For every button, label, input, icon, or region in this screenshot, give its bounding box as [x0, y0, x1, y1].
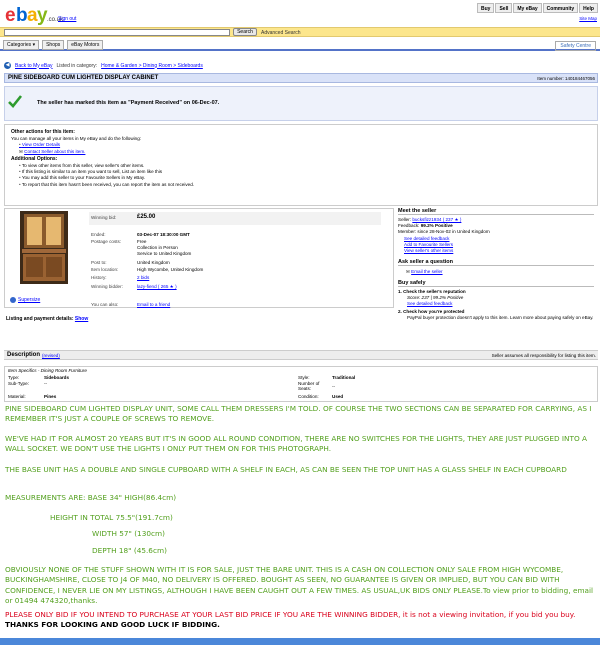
description-label: Description	[7, 352, 41, 358]
item-title: PINE SIDEBOARD CUM LIGHTED DISPLAY CABINET	[8, 75, 159, 81]
warning-text: PLEASE ONLY BID IF YOU INTEND TO PURCHASE AT YOUR LAST BID PRICE IF YOU ARE THE WINNING BIDDER, it is not a viewing invitation, if you bid you buy.	[5, 610, 576, 619]
ended-label: Ended:	[91, 232, 106, 237]
additional-options-heading: Additional Options:	[11, 155, 58, 162]
responsibility-note: Seller assumes all responsibility for listing this item.	[491, 353, 596, 358]
payment-received-message: The seller has marked this item as "Payment Received" on 06-Dec-07.	[37, 100, 220, 106]
view-order-details-link[interactable]: • View Order Details	[11, 142, 591, 148]
svg-text:e: e	[5, 5, 16, 26]
spec-value: --	[332, 384, 336, 389]
description-paragraph: PINE SIDEBOARD CUM LIGHTED DISPLAY UNIT, SOME CALL THEM DRESSERS I'M TOLD. OF COURSE THE TWO SECTIONS CAN BE SEPARATED FOR CARRYING, AS I REMEMBER IT'S JUST A COUPLE OF SCREWS TO REMOVE.	[5, 404, 592, 424]
measurement-base: MEASUREMENTS ARE: BASE 34" HIGH(86.4cm)	[5, 493, 177, 502]
action-bullet[interactable]: • To report that this item hasn't been received, you can report the item as not received.	[11, 182, 591, 188]
see-also-label: You can also:	[91, 302, 119, 307]
feedback-label: Feedback:	[398, 223, 420, 229]
email-friend-link[interactable]: Email to a friend	[137, 302, 171, 307]
postage-value-3: Service to United Kingdom	[137, 251, 192, 256]
action-bullet[interactable]: • You may add this seller to your Favourite Sellers in My eBay.	[11, 175, 591, 181]
search-button[interactable]: Search	[233, 28, 257, 36]
ended-value: 03-Dec-07 18:30:00 GMT	[137, 232, 190, 237]
buy-safely-heading: Buy safely	[398, 280, 594, 287]
email-seller-row	[398, 269, 598, 275]
thanks-text: THANKS FOR LOOKING AND GOOD LUCK IF BIDDING.	[5, 620, 220, 630]
nav-sell[interactable]: Sell	[495, 3, 512, 13]
ebay-logo[interactable]	[5, 4, 64, 28]
other-actions-heading: Other actions for this item:	[11, 129, 75, 135]
add-favourite-link[interactable]: Add to Favourite Sellers	[404, 241, 454, 247]
nav-help[interactable]: Help	[579, 3, 598, 13]
feedback-value: 99.2% Positive	[420, 223, 453, 229]
search-input[interactable]	[4, 29, 230, 36]
location-value: High Wycombe, United Kingdom	[137, 267, 204, 272]
action-bullet[interactable]: • If this listing is similar to an item you want to sell, List an item like this	[11, 169, 591, 175]
winning-bid-row	[89, 212, 381, 225]
score-text: Score: 237 | 99.2% Positive	[407, 295, 464, 301]
meet-seller-heading: Meet the seller	[398, 208, 594, 215]
listing-payment-row	[6, 316, 88, 322]
back-arrow-icon[interactable]: ◀	[5, 62, 10, 68]
see-feedback-link[interactable]: See detailed feedback	[407, 301, 453, 307]
svg-text:a: a	[27, 5, 38, 26]
nav-my-ebay[interactable]: My eBay	[513, 3, 541, 13]
member-value: since 28-Nov-02 in United Kingdom	[417, 229, 490, 235]
show-link[interactable]: Show	[74, 316, 89, 322]
member-label: Member:	[398, 229, 417, 235]
specifics-title: Item Specifics - Dining Room Furniture	[8, 368, 87, 373]
nav-community[interactable]: Community	[543, 3, 579, 13]
spec-label: Material:	[8, 394, 26, 399]
reputation-step: 1. Check the seller's reputation	[398, 289, 466, 295]
spec-value: Pines	[44, 394, 57, 399]
postage-value-1: Free	[137, 239, 147, 244]
contact-seller-link[interactable]: Contact Seller about this item.	[24, 148, 86, 154]
contact-seller-row	[11, 149, 591, 155]
svg-text:.co.uk: .co.uk	[47, 17, 64, 23]
revised-link[interactable]: (revised)	[42, 353, 60, 358]
item-photo[interactable]	[20, 211, 68, 284]
spec-value: Traditional	[332, 375, 356, 380]
other-actions-panel	[4, 124, 598, 206]
history-label: History:	[91, 275, 107, 280]
tab-categories[interactable]: Categories ▾	[3, 40, 39, 50]
post-to-label: Post to:	[91, 260, 107, 265]
tab-ebay-motors[interactable]: eBay Motors	[67, 40, 103, 50]
history-bids-link[interactable]: 2 bids	[137, 275, 150, 280]
winning-bid-value: £25.00	[137, 214, 156, 220]
location-label: Item location:	[91, 267, 119, 272]
breadcrumb	[4, 62, 203, 69]
checkmark-icon	[8, 94, 22, 110]
action-bullet[interactable]: • To view other items from this seller, view seller's other items.	[11, 163, 591, 169]
spec-label: Sub-Type:	[8, 381, 29, 386]
post-to-value: United Kingdom	[137, 260, 170, 265]
category-path-link[interactable]: Home & Garden > Dining Room > Sideboards	[101, 62, 203, 69]
seller-label: Seller:	[398, 217, 412, 222]
see-detailed-feedback-link[interactable]: See detailed feedback	[404, 235, 450, 241]
winning-bidder-link[interactable]: lazy-fiend ( 265 ★ )	[137, 284, 177, 289]
email-icon: ✉	[406, 269, 412, 275]
actions-intro: You can manage all your items in My eBay and do the following:	[11, 136, 142, 141]
top-nav	[476, 3, 598, 13]
spec-label: Number of Seats:	[298, 381, 320, 391]
spec-value: Sideboards	[44, 375, 70, 380]
ask-seller-heading: Ask seller a question	[398, 259, 594, 266]
winning-bidder-label: Winning bidder:	[91, 284, 123, 289]
svg-text:b: b	[16, 5, 28, 26]
sitemap-link[interactable]: Site Map	[579, 16, 597, 21]
email-seller-link[interactable]: Email the seller	[411, 269, 443, 275]
paypal-note: PayPal buyer protection doesn't apply to this item. Learn more about paying safely on eBay.	[407, 315, 594, 321]
postage-value-2: Collection in Person	[137, 245, 178, 250]
spec-value: Used	[332, 394, 344, 399]
description-paragraph: THE BASE UNIT HAS A DOUBLE AND SINGLE CUPBOARD WITH A SHELF IN EACH, AS CAN BE SEEN THE TOP UNIT HAS A GLASS SHELF IN EACH CUPBOARD	[5, 465, 567, 474]
description-paragraph: WE'VE HAD IT FOR ALMOST 20 YEARS BUT IT'S IN GOOD ALL ROUND CONDITION, THERE ARE NO SWITCHES FOR THE LIGHTS, THEY ARE JUST PLUGGED INTO A WALL SOCKET. WE DON'T USE THE LIGHTS I ONLY PUT THEM ON FOR THIS PHOTOGRAPH.	[5, 434, 588, 454]
spec-value: --	[44, 381, 48, 386]
seller-column	[398, 208, 598, 342]
supersize-link[interactable]: Supersize	[18, 297, 41, 303]
category-bar	[0, 40, 600, 51]
svg-text:y: y	[37, 5, 48, 26]
measurement-depth: DEPTH 18" (45.6cm)	[92, 546, 167, 555]
safety-centre-link[interactable]: Safety Centre	[555, 41, 596, 51]
back-to-my-ebay-link[interactable]: Back to My eBay	[15, 62, 53, 69]
item-number: Item number: 140184467056	[537, 76, 595, 81]
listing-payment-label: Listing and payment details:	[6, 316, 74, 322]
signout-link[interactable]: Sign out	[58, 16, 77, 22]
footer-bar	[0, 638, 600, 645]
listed-in-label: Listed in category:	[56, 62, 98, 69]
spec-label: Type:	[8, 375, 20, 380]
postage-label: Postage costs:	[91, 239, 122, 244]
tab-shops[interactable]: Shops	[42, 40, 64, 50]
measurement-height: HEIGHT IN TOTAL 75.5"(191.7cm)	[50, 513, 173, 522]
bidding-warning	[5, 610, 597, 631]
winning-bid-label: Winning bid:	[91, 215, 117, 220]
spec-label: Condition:	[298, 394, 319, 399]
measurement-width: WIDTH 57" (130cm)	[92, 529, 165, 538]
advanced-search-link[interactable]: Advanced Search	[261, 30, 301, 36]
supersize-row	[10, 297, 40, 303]
spec-label: Style:	[298, 375, 310, 380]
description-paragraph: OBVIOUSLY NONE OF THE STUFF SHOWN WITH IT IS FOR SALE, JUST THE BARE UNIT. THIS IS A CASH ON COLLECTION ONLY SALE FROM HIGH WYCOMBE, BUCKINGHAMSHIRE, CLOSE TO J4 OF M40, NO DELIVERY IS OFFERED. BOUGHT AS SEEN, NO GUARANTEE IS GIVEN OR IMPLIED, BUT YOU CAN BID WITH CONFIDENCE, I NEVER LIE ON MY LISTINGS, ALTHOUGH I HAVE BEEN CAUGHT OUT A FEW TIMES. AS USUAL,UK BIDS ONLY PLEASE.To view prior to bidding, email or 01494 474320,thanks.	[5, 565, 594, 606]
nav-buy[interactable]: Buy	[477, 3, 494, 13]
magnifier-icon[interactable]	[10, 297, 16, 303]
envelope-icon: ✉	[19, 148, 25, 154]
protection-step: 2. Check how you're protected	[398, 309, 465, 315]
other-items-link[interactable]: View seller's other items	[404, 248, 454, 254]
seller-link[interactable]: bucksfizz1934 ( 237 ★ )	[412, 217, 462, 222]
